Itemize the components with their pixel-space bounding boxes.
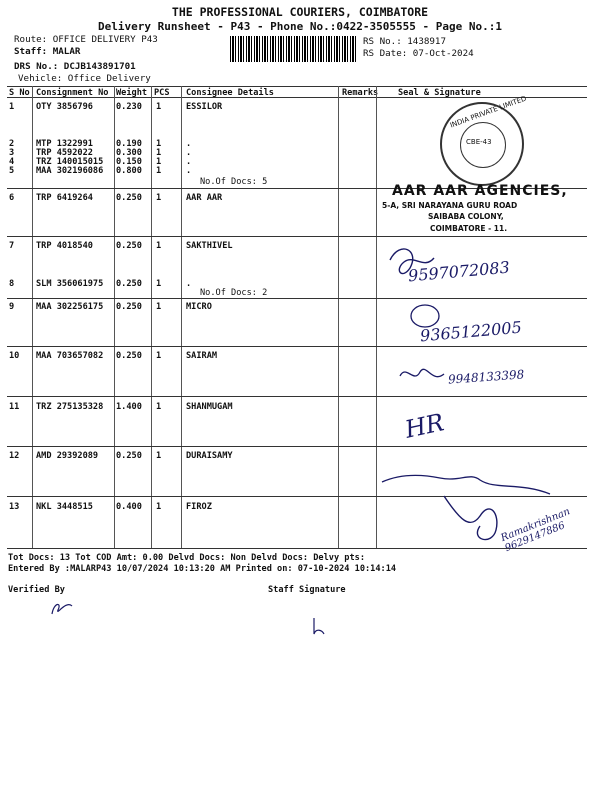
consignment-no: MTP 1322991 xyxy=(36,139,93,149)
pcs: 1 xyxy=(156,157,162,167)
consignment-no: TRP 4592022 xyxy=(36,148,93,158)
weight: 0.150 xyxy=(116,157,142,167)
col-pcs: PCS xyxy=(154,88,170,98)
consignee: MICRO xyxy=(186,302,212,312)
consignee: FIROZ xyxy=(186,502,212,512)
col-seal: Seal & Signature xyxy=(398,88,481,98)
col-consignee: Consignee Details xyxy=(186,88,274,98)
sno: 4 xyxy=(9,157,15,167)
rs-number: RS No.: 1438917 xyxy=(363,36,446,47)
weight: 0.250 xyxy=(116,279,142,289)
company-seal xyxy=(440,94,528,186)
consignee: . xyxy=(186,166,192,176)
pcs: 1 xyxy=(156,241,162,251)
pcs: 1 xyxy=(156,148,162,158)
consignment-no: TRP 6419264 xyxy=(36,193,93,203)
consignee: SAIRAM xyxy=(186,351,218,361)
company-title: THE PROFESSIONAL COURIERS, COIMBATORE xyxy=(171,5,429,19)
handwritten-name-13: Ramakrishnan 9629147886 xyxy=(499,506,572,555)
pcs: 1 xyxy=(156,502,162,512)
sno: 1 xyxy=(9,102,15,112)
consignment-no: MAA 302196086 xyxy=(36,166,104,176)
handwritten-sign-11: HR xyxy=(402,408,447,444)
sno: 5 xyxy=(9,166,15,176)
route-label: Route: OFFICE DELIVERY P43 xyxy=(14,34,158,45)
consignment-no: OTY 3856796 xyxy=(36,102,93,112)
docs-note: No.Of Docs: 5 xyxy=(200,177,268,187)
weight: 0.400 xyxy=(116,502,142,512)
pcs: 1 xyxy=(156,302,162,312)
consignment-no: TRP 4018540 xyxy=(36,241,93,251)
stamp-address-2: SAIBABA COLONY, xyxy=(428,212,504,221)
weight: 0.230 xyxy=(116,102,142,112)
entered-line: Entered By :MALARP43 10/07/2024 10:13:20 AM Printed on: 07-10-2024 10:14:14 xyxy=(8,564,397,574)
consignee: . xyxy=(186,279,192,289)
totals-line: Tot Docs: 13 Tot COD Amt: 0.00 Delvd Docs: Non Delvd Docs: Delvy pts: xyxy=(8,553,365,563)
consignment-no: MAA 703657082 xyxy=(36,351,104,361)
docs-note: No.Of Docs: 2 xyxy=(200,288,268,298)
weight: 0.250 xyxy=(116,193,142,203)
sno: 9 xyxy=(9,302,15,312)
sno: 7 xyxy=(9,241,15,251)
pcs: 1 xyxy=(156,139,162,149)
staff-label: Staff: MALAR xyxy=(14,46,81,57)
stamp-company: AAR AAR AGENCIES, xyxy=(392,183,568,199)
weight: 0.300 xyxy=(116,148,142,158)
pcs: 1 xyxy=(156,166,162,176)
handwritten-phone-10: 9948133398 xyxy=(447,367,525,387)
consignment-no: TRZ 140015015 xyxy=(36,157,104,167)
consignee: . xyxy=(186,157,192,167)
consignee: SAKTHIVEL xyxy=(186,241,233,251)
pcs: 1 xyxy=(156,402,162,412)
sno: 8 xyxy=(9,279,15,289)
consignee: . xyxy=(186,148,192,158)
col-sno: S No xyxy=(9,88,30,98)
col-remarks: Remarks xyxy=(342,88,379,98)
rs-date: RS Date: 07-Oct-2024 xyxy=(363,48,474,59)
weight: 0.250 xyxy=(116,302,142,312)
sno: 10 xyxy=(9,351,20,361)
sno: 2 xyxy=(9,139,15,149)
handwritten-phone-9: 9365122005 xyxy=(419,317,523,346)
consignee: ESSILOR xyxy=(186,102,223,112)
drs-label: DRS No.: DCJB143891701 xyxy=(14,61,136,72)
weight: 0.800 xyxy=(116,166,142,176)
pcs: 1 xyxy=(156,451,162,461)
sno: 3 xyxy=(9,148,15,158)
sno: 13 xyxy=(9,502,20,512)
verifier-signature xyxy=(48,596,78,620)
consignment-no: SLM 356061975 xyxy=(36,279,104,289)
weight: 0.250 xyxy=(116,351,142,361)
weight: 0.250 xyxy=(116,451,142,461)
pcs: 1 xyxy=(156,102,162,112)
consignee: SHANMUGAM xyxy=(186,402,233,412)
seal-code: CBE-43 xyxy=(466,138,492,146)
sno: 12 xyxy=(9,451,20,461)
sno: 6 xyxy=(9,193,15,203)
sno: 11 xyxy=(9,402,20,412)
handwritten-phone-7: 9597072083 xyxy=(407,257,511,286)
weight: 1.400 xyxy=(116,402,142,412)
consignment-no: NKL 3448515 xyxy=(36,502,93,512)
consignee: DURAISAMY xyxy=(186,451,233,461)
seal-text: INDIA PRIVATE LIMITED xyxy=(449,94,528,130)
vehicle-label: Vehicle: Office Delivery xyxy=(18,73,151,84)
col-weight: Weight xyxy=(116,88,148,98)
barcode xyxy=(230,36,358,62)
col-consignment: Consignment No xyxy=(36,88,109,98)
consignment-no: AMD 29392089 xyxy=(36,451,99,461)
stamp-address-1: 5-A, SRI NARAYANA GURU ROAD xyxy=(382,201,518,210)
weight: 0.190 xyxy=(116,139,142,149)
pcs: 1 xyxy=(156,193,162,203)
consignment-no: TRZ 275135328 xyxy=(36,402,104,412)
runsheet-subtitle: Delivery Runsheet - P43 - Phone No.:0422-3505555 - Page No.:1 xyxy=(98,20,502,33)
pcs: 1 xyxy=(156,279,162,289)
stamp-address-3: COIMBATORE - 11. xyxy=(430,224,508,233)
consignment-no: MAA 302256175 xyxy=(36,302,104,312)
signature-row-10 xyxy=(398,362,448,386)
consignee: . xyxy=(186,139,192,149)
weight: 0.250 xyxy=(116,241,142,251)
verified-by-label: Verified By xyxy=(8,585,65,595)
staff-signature xyxy=(306,616,330,638)
staff-signature-label: Staff Signature xyxy=(268,585,346,595)
pcs: 1 xyxy=(156,351,162,361)
consignee: AAR AAR xyxy=(186,193,223,203)
